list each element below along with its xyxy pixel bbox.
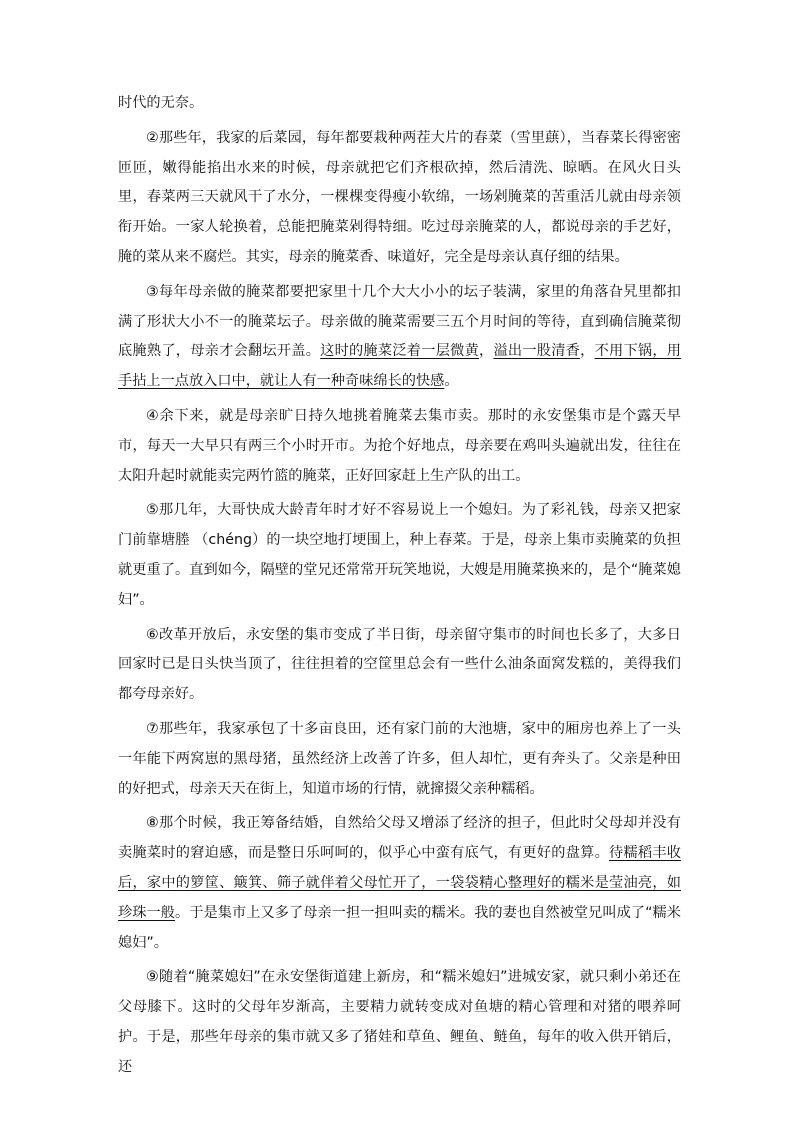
paragraph-3-text-c: ， — [580, 343, 595, 360]
underlined-sentence-1: 这时的腌菜泛着一层微黄 — [320, 343, 480, 360]
paragraph-7: ⑦那些年，我家承包了十多亩良田，还有家门前的大池塘，家中的厢房也养上了一头一年能下两窝崽的黑母猪，虽然经济上改善了许多，但人却忙，更有奔头了。父亲是种田的好把式，母亲天天在街上，知道市场的行情，就撺掇父亲种糯稻。 — [118, 720, 681, 797]
underlined-sentence-3: 不用下锅，用手拈上一点放入口中，就让人有一种奇味绵长的快感 — [118, 343, 681, 390]
paragraph-5: ⑤那几年，大哥快成大龄青年时才好不容易说上一个媳妇。为了彩礼钱，母亲又把家门前靠塘塍 （chéng）的一块空地打埂围上，种上春菜。于是，母亲上集市卖腌菜的负担就更重了。直到如今，隔壁的堂兄还常常开玩笑地说，大嫂是用腌菜换来的，是个“腌菜媳妇”。 — [118, 502, 681, 608]
paragraph-8 — [118, 809, 681, 958]
paragraph-3-text-a: ③每年母亲做的腌菜都要把家里十几个大大小小的坛子装满，家里的角落旮旯里都扣满了形状大小不一的腌菜坛子。母亲做的腌菜需要三五个月时间的等待，直到确信腌菜彻底腌熟了，母亲才会翻坛开盖。 — [118, 283, 681, 360]
paragraph-6: ⑥改革开放后，永安堡的集市变成了半日街，母亲留守集市的时间也长多了，大多日回家时已是日头快当顶了，往往担着的空筐里总会有一些什么油条面窝发糕的，美得我们都夸母亲好。 — [118, 626, 681, 703]
document-page — [118, 89, 681, 1083]
paragraph-8-text-b: 。于是集市上又多了母亲一担一担叫卖的糯米。我的妻也自然被堂兄叫成了“糯米媳妇”。 — [118, 904, 681, 951]
paragraph-3-text-d: 。 — [444, 373, 459, 390]
underlined-sentence-2: 溢出一股清香 — [493, 343, 581, 360]
paragraph-9: ⑨随着“腌菜媳妇”在永安堡街道建上新房，和“糯米媳妇”进城安家，就只剩小弟还在父母膝下。这时的父母年岁渐高，主要精力就转变成对鱼塘的精心管理和对猪的喂养呵护。于是，那些年母亲的集市就又多了猪娃和草鱼、鲤鱼、鲢鱼，每年的收入供开销后，还 — [118, 969, 681, 1075]
paragraph-1: 时代的无奈。 — [118, 95, 204, 111]
paragraph-3-text-b: ， — [479, 343, 494, 360]
paragraph-8-text-a: ⑧那个时候，我正筹备结婚，自然给父母又增添了经济的担子，但此时父母却并没有卖腌菜时的窘迫感，而是整日乐呵呵的，似乎心中蛮有底气，有更好的盘算。 — [118, 815, 681, 862]
paragraph-2: ②那些年，我家的后菜园，每年都要栽种两茬大片的春菜（雪里蕻），当春菜长得密密匝匝，嫩得能掐出水来的时候，母亲就把它们齐根砍掉，然后清洗、晾晒。在风火日头里，春菜两三天就风干了水分，一棵棵变得瘦小软绵，一场剁腌菜的苦重活儿就由母亲领衔开始。一家人轮换着，总能把腌菜剁得特细。吃过母亲腌菜的人，都说母亲的手艺好，腌的菜从来不腐烂。其实，母亲的腌菜香、味道好，完全是母亲认真仔细的结果。 — [118, 129, 681, 265]
underlined-sentence-4: 待糯稻丰收后，家中的箩筐、簸箕、筛子就伴着父母忙开了，一袋袋精心整理好的糯米是莹油亮，如珍珠一般 — [118, 845, 681, 921]
paragraph-4: ④余下来，就是母亲旷日持久地挑着腌菜去集市卖。那时的永安堡集市是个露天早市，每天一大早只有两三个小时开市。为抢个好地点，母亲要在鸡叫头遍就出发，往往在太阳升起时就能卖完两竹篮的腌菜，正好回家赶上生产队的出工。 — [118, 407, 681, 484]
paragraph-3 — [118, 278, 681, 397]
